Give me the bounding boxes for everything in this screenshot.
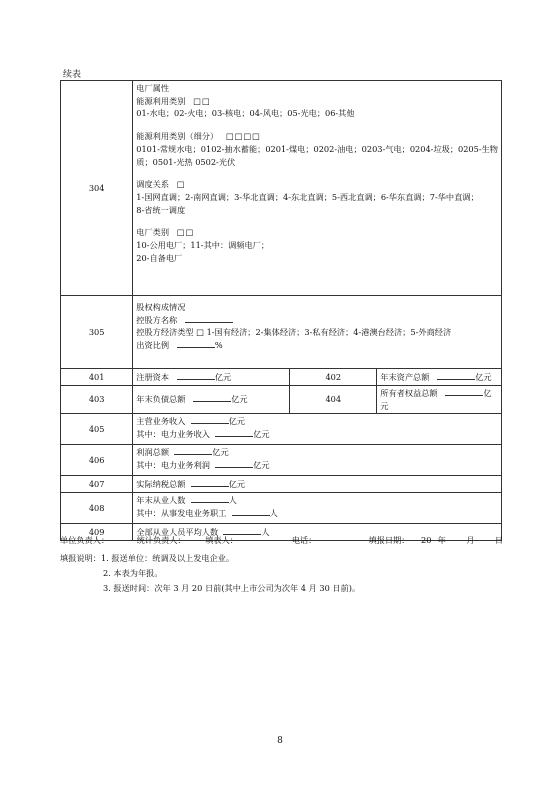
plant-type-label: 电厂类别 (136, 227, 170, 238)
energy-type-label: 能源利用类别 (136, 95, 186, 106)
unit-head-label: 单位负责人： (60, 535, 110, 545)
energy-detail-options-2: 质；0501-光热 0502-光伏 (136, 156, 236, 167)
power-employees-field[interactable] (232, 507, 270, 516)
unit-label: 亿元 (214, 371, 232, 382)
table-row (61, 81, 502, 296)
energy-detail-label: 能源利用类别（细分） (136, 131, 219, 142)
table-row (61, 476, 502, 493)
power-revenue-field[interactable] (215, 428, 253, 437)
row-code: 403 (61, 386, 133, 414)
unit-label: 亿元 (253, 460, 270, 471)
power-employees-label: 其中：从事发电业务职工 (136, 508, 227, 519)
continued-label: 续表 (63, 70, 82, 80)
tax-field[interactable] (191, 478, 229, 487)
row-code: 407 (61, 476, 133, 493)
econ-type-box[interactable]: □ (196, 327, 204, 338)
owner-equity-field[interactable] (445, 387, 483, 396)
unit-label: 亿元 (380, 388, 492, 411)
employees-cell (133, 493, 502, 524)
unit-label: 亿元 (228, 479, 246, 490)
power-profit-label: 其中：电力业务利润 (136, 460, 210, 471)
month-label: 月 (466, 535, 475, 545)
total-assets-field[interactable] (437, 371, 475, 380)
holder-name-label: 控股方名称 (136, 314, 178, 325)
plant-attr-title: 电厂属性 (136, 83, 170, 93)
plant-type-options-1: 10-公用电厂；11-其中：调频电厂； (136, 240, 270, 251)
table-row (61, 493, 502, 524)
econ-type-options: 1-国有经济；2-集体经济；3-私有经济；4-港澳台经济；5-外商经济 (206, 327, 452, 338)
tax-cell (133, 476, 502, 493)
dispatch-options-1: 1-国网直调；2-南网直调；3-华北直调；4-东北直调；5-西北直调；6-华东直调；7-华中直调； (136, 191, 479, 202)
row-code: 304 (61, 81, 133, 296)
date-label: 填报日期： (368, 535, 410, 545)
energy-detail-line (136, 130, 498, 143)
avg-employees-label: 全部从业人员平均人数 (136, 527, 219, 538)
total-assets-label: 年末资产总额 (380, 371, 430, 382)
unit-label: 亿元 (228, 416, 246, 427)
filling-instructions (60, 551, 360, 597)
ratio-field[interactable] (177, 339, 215, 348)
dispatch-boxes[interactable]: □ (176, 179, 186, 190)
owner-equity-label: 所有者权益总额 (380, 388, 438, 398)
year-end-employees-label: 年末从业人数 (136, 495, 186, 506)
row-code: 401 (61, 369, 133, 386)
table-row (61, 414, 502, 445)
dispatch-options-2: 8-省统一调度 (136, 204, 186, 215)
total-profit-label: 利润总额 (136, 447, 170, 458)
ratio-unit: % (214, 340, 223, 351)
main-revenue-label: 主营业务收入 (136, 416, 186, 427)
owner-equity-cell (377, 386, 502, 414)
row-code: 405 (61, 414, 133, 445)
econ-type-line (136, 326, 498, 339)
table-row (61, 445, 502, 476)
ratio-label: 出资比例 (136, 340, 170, 351)
total-profit-field[interactable] (174, 446, 212, 455)
avg-employees-field[interactable] (223, 526, 261, 535)
holder-name-line (136, 314, 498, 327)
total-liabilities-label: 年末负债总额 (136, 394, 186, 405)
year-label: 年 (437, 535, 446, 545)
page-number: 8 (277, 736, 283, 746)
dispatch-line (136, 178, 498, 191)
unit-label: 亿元 (212, 447, 229, 458)
unit-label: 亿元 (475, 371, 492, 382)
filler-label: 填表人： (205, 535, 238, 545)
power-profit-field[interactable] (215, 459, 253, 468)
row-code: 404 (290, 386, 377, 414)
unit-label: 人 (228, 495, 237, 506)
unit-label: 亿元 (231, 394, 248, 405)
statistics-form-table (60, 80, 502, 541)
registered-capital-cell (133, 369, 290, 386)
energy-detail-boxes[interactable]: □□□□ (225, 131, 261, 142)
row-code: 305 (61, 296, 133, 369)
holder-name-field[interactable] (185, 314, 233, 323)
plant-type-options-2: 20-自备电厂 (136, 252, 183, 263)
energy-type-boxes[interactable]: □□ (193, 95, 211, 106)
unit-label: 人 (261, 527, 270, 538)
table-row (61, 386, 502, 414)
plant-type-boxes[interactable]: □□ (176, 227, 195, 238)
unit-label: 人 (269, 508, 278, 519)
equity-cell (133, 296, 502, 369)
dispatch-label: 调度关系 (136, 179, 170, 190)
econ-type-label: 控股方经济类型 (136, 327, 194, 338)
total-liabilities-field[interactable] (193, 393, 231, 402)
main-revenue-field[interactable] (191, 415, 229, 424)
total-liabilities-cell (133, 386, 290, 414)
day-label: 日 (494, 535, 504, 545)
row-code: 409 (61, 524, 133, 541)
table-row (61, 369, 502, 386)
note-line-2: 2. 本表为年报。 (103, 568, 163, 579)
registered-capital-field[interactable] (177, 371, 215, 380)
tax-label: 实际纳税总额 (136, 479, 186, 490)
ratio-line (136, 339, 498, 352)
year-prefix: 20 (421, 535, 432, 545)
row-code: 408 (61, 493, 133, 524)
registered-capital-label: 注册资本 (136, 371, 170, 382)
unit-label: 亿元 (253, 429, 270, 440)
phone-label: 电话： (291, 535, 317, 545)
signature-line (60, 535, 520, 546)
table-row (61, 296, 502, 369)
revenue-cell (133, 414, 502, 445)
plant-type-line (136, 226, 498, 239)
row-code: 402 (290, 369, 377, 386)
equity-title: 股权构成情况 (136, 302, 186, 312)
note-line-1: 填报说明：1. 报送单位：统调及以上发电企业。 (60, 553, 235, 563)
energy-type-line (136, 95, 498, 108)
energy-type-options: 01-水电；02-火电；03-核电；04-风电；05-光电；06-其他 (136, 108, 355, 119)
total-assets-cell (377, 369, 502, 386)
row-code: 406 (61, 445, 133, 476)
year-end-employees-field[interactable] (191, 494, 229, 503)
note-line-3: 3. 报送时间：次年 3 月 20 日前(其中上市公司为次年 4 月 30 日前)。 (103, 583, 361, 594)
plant-attributes-cell (133, 81, 502, 296)
power-revenue-label: 其中：电力业务收入 (136, 429, 210, 440)
stat-head-label: 统计负责人： (136, 535, 186, 545)
energy-detail-options-1: 0101-常规水电；0102-抽水蓄能；0201-煤电；0202-油电；0203-气电；0204-垃圾；0205-生物 (136, 143, 498, 154)
profit-cell (133, 445, 502, 476)
